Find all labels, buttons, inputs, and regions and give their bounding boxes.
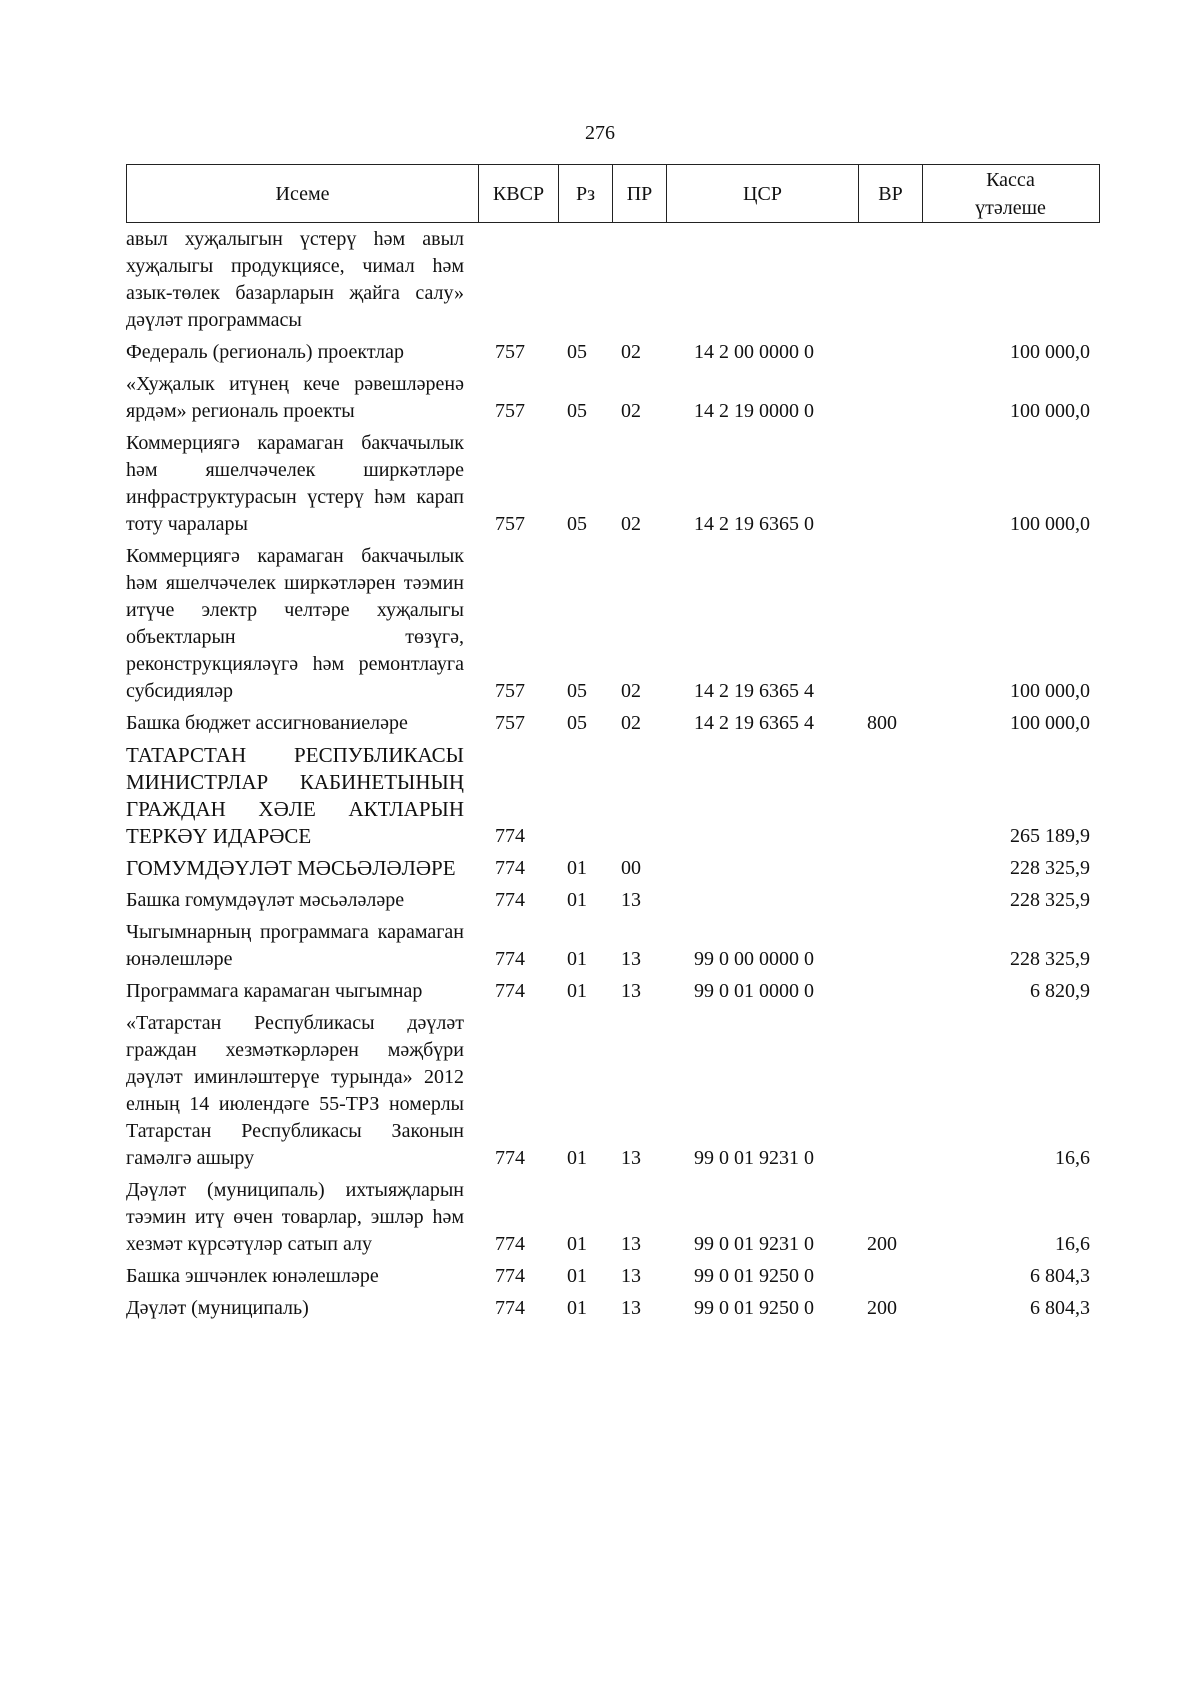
row-rz: 01 <box>567 1265 587 1287</box>
row-vr: 200 <box>867 1233 897 1255</box>
row-sum: 6 804,3 <box>1030 1265 1090 1287</box>
page-number: 276 <box>585 122 615 144</box>
row-name: Федераль (региональ) проектлар <box>126 341 404 363</box>
header-rz: Рз <box>559 165 613 222</box>
row-kvsr: 757 <box>495 680 525 702</box>
row-rz: 01 <box>567 889 587 911</box>
row-csr: 99 0 01 9250 0 <box>694 1265 814 1287</box>
header-sum <box>923 165 1098 222</box>
row-pr: 13 <box>621 1265 641 1287</box>
row-csr: 14 2 00 0000 0 <box>694 341 814 363</box>
row-pr: 13 <box>621 889 641 911</box>
row-name: «Хуҗалык итүнең кече рәвешләренә ярдәм» региональ проекты <box>126 373 464 422</box>
table-row <box>126 978 1100 1005</box>
table-row <box>126 710 1100 737</box>
row-rz: 05 <box>567 712 587 734</box>
row-kvsr: 774 <box>495 1297 525 1319</box>
row-pr: 02 <box>621 400 641 422</box>
header-sum-line1: Касса <box>986 168 1035 191</box>
row-sum: 100 000,0 <box>1010 400 1090 422</box>
row-name: авыл хуҗалыгын үстерү һәм авыл хуҗалыгы продукциясе, чимал һәм азык-төлек базарларын җайга салу» дәүләт программасы <box>126 228 464 331</box>
row-name: Дәүләт (муниципаль) <box>126 1297 309 1319</box>
row-rz: 01 <box>567 1233 587 1255</box>
table-row <box>126 339 1100 366</box>
row-csr: 99 0 01 9231 0 <box>694 1233 814 1255</box>
row-pr: 02 <box>621 513 641 535</box>
header-vr: ВР <box>859 165 923 222</box>
row-kvsr: 757 <box>495 400 525 422</box>
row-rz: 01 <box>567 1297 587 1319</box>
row-kvsr: 774 <box>495 1233 525 1255</box>
row-kvsr: 757 <box>495 712 525 734</box>
row-rz: 05 <box>567 513 587 535</box>
row-sum: 100 000,0 <box>1010 712 1090 734</box>
row-sum: 16,6 <box>1055 1233 1090 1255</box>
row-sum: 228 325,9 <box>1010 948 1090 970</box>
header-sum-line2: үтәлеше <box>975 196 1046 219</box>
row-pr: 02 <box>621 712 641 734</box>
table-header <box>126 164 1100 223</box>
row-csr: 14 2 19 6365 0 <box>694 513 814 535</box>
row-sum: 16,6 <box>1055 1147 1090 1169</box>
row-pr: 13 <box>621 980 641 1002</box>
row-sum: 228 325,9 <box>1010 857 1090 879</box>
row-name: «Татарстан Республикасы дәүләт граждан хезмәткәрләрен мәҗбүри дәүләт иминләштерүе турында» 2012 елның 14 июлендәге 55-ТРЗ номерлы Татарстан Республикасы Законын гамәлгә ашыру <box>126 1012 464 1169</box>
table-row <box>126 430 1100 538</box>
header-csr: ЦСР <box>667 165 859 222</box>
header-pr: ПР <box>613 165 667 222</box>
row-csr: 14 2 19 6365 4 <box>694 712 814 734</box>
row-kvsr: 757 <box>495 513 525 535</box>
table-body <box>126 226 1100 1327</box>
row-rz: 01 <box>567 857 587 879</box>
row-sum: 100 000,0 <box>1010 680 1090 702</box>
row-csr: 14 2 19 6365 4 <box>694 680 814 702</box>
row-sum: 265 189,9 <box>1010 825 1090 847</box>
row-kvsr: 757 <box>495 341 525 363</box>
row-rz: 01 <box>567 980 587 1002</box>
row-name: ГОМУМДӘҮЛӘТ МӘСЬӘЛӘЛӘРЕ <box>126 856 456 880</box>
row-csr: 99 0 01 9231 0 <box>694 1147 814 1169</box>
row-kvsr: 774 <box>495 948 525 970</box>
row-name: Чыгымнарның программага карамаган юнәлешләре <box>126 921 464 970</box>
row-rz: 01 <box>567 1147 587 1169</box>
table-row <box>126 1010 1100 1172</box>
row-name: Башка бюджет ассигнованиеләре <box>126 712 408 734</box>
row-kvsr: 774 <box>495 1265 525 1287</box>
header-kvsr: КВСР <box>479 165 559 222</box>
row-pr: 02 <box>621 341 641 363</box>
row-sum: 228 325,9 <box>1010 889 1090 911</box>
row-rz: 05 <box>567 680 587 702</box>
row-name: Коммерциягә карамаган бакчачылык һәм яшелчәчелек ширкәтләре инфраструктурасын үстерү һәм карап тоту чаралары <box>126 432 464 535</box>
row-name: Коммерциягә карамаган бакчачылык һәм яшелчәчелек ширкәтләрен тәэмин итүче электр челтәре хуҗалыгы объектларын төзүгә, реконструкцияләүгә һәм ремонтлауга субсидияләр <box>126 545 464 702</box>
row-csr: 14 2 19 0000 0 <box>694 400 814 422</box>
row-kvsr: 774 <box>495 889 525 911</box>
row-kvsr: 774 <box>495 857 525 879</box>
row-pr: 02 <box>621 680 641 702</box>
row-pr: 13 <box>621 1147 641 1169</box>
row-name: Башка эшчәнлек юнәлешләре <box>126 1265 379 1287</box>
table-row <box>126 919 1100 973</box>
row-pr: 13 <box>621 1297 641 1319</box>
row-csr: 99 0 01 0000 0 <box>694 980 814 1002</box>
row-rz: 01 <box>567 948 587 970</box>
row-name: Дәүләт (муниципаль) ихтыяҗларын тәэмин итү өчен товарлар, эшләр һәм хезмәт күрсәтүләр сатып алу <box>126 1179 464 1255</box>
row-name: Башка гомумдәүләт мәсьәләләре <box>126 889 405 911</box>
table-row <box>126 887 1100 914</box>
table-row <box>126 371 1100 425</box>
row-vr: 200 <box>867 1297 897 1319</box>
header-name: Исеме <box>127 165 479 222</box>
row-csr: 99 0 00 0000 0 <box>694 948 814 970</box>
row-rz: 05 <box>567 400 587 422</box>
table-row <box>126 1263 1100 1290</box>
table-row <box>126 1295 1100 1322</box>
row-vr: 800 <box>867 712 897 734</box>
row-pr: 13 <box>621 1233 641 1255</box>
row-sum: 100 000,0 <box>1010 513 1090 535</box>
row-kvsr: 774 <box>495 980 525 1002</box>
table-row <box>126 1177 1100 1258</box>
row-pr: 00 <box>621 857 641 879</box>
row-pr: 13 <box>621 948 641 970</box>
table-row <box>126 543 1100 705</box>
row-kvsr: 774 <box>495 825 525 847</box>
table-row <box>126 742 1100 850</box>
table-row <box>126 855 1100 882</box>
row-rz: 05 <box>567 341 587 363</box>
table-row <box>126 226 1100 334</box>
row-sum: 6 820,9 <box>1030 980 1090 1002</box>
row-kvsr: 774 <box>495 1147 525 1169</box>
row-name: Программага карамаган чыгымнар <box>126 980 423 1002</box>
row-name: ТАТАРСТАН РЕСПУБЛИКАСЫ МИНИСТРЛАР КАБИНЕТЫНЫҢ ГРАЖДАН ХӘЛЕ АКТЛАРЫН ТЕРКӘҮ ИДАРӘСЕ <box>126 743 464 848</box>
row-sum: 6 804,3 <box>1030 1297 1090 1319</box>
row-csr: 99 0 01 9250 0 <box>694 1297 814 1319</box>
row-sum: 100 000,0 <box>1010 341 1090 363</box>
